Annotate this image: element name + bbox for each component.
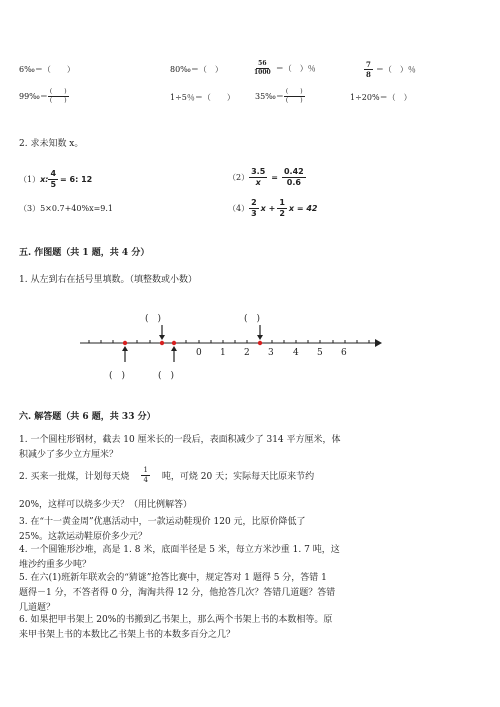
up-arrow-icon <box>122 346 128 362</box>
q2-title: 2. 求未知数 x。 <box>19 139 84 149</box>
answer-blank-above-1: ( ) <box>145 314 162 324</box>
problem-3: 3. 在“十一黄金周”优惠活动中，一款运动鞋现价 120 元，比原价降低了 25%。这款运动鞋原价多少元？ <box>19 517 306 542</box>
calc-r1-a: 6‰＝（ ） <box>19 65 75 74</box>
up-arrow-icon <box>171 346 177 362</box>
calc-r2-c: 35‰＝ $\frac{( )}{( )}$ <box>255 88 303 104</box>
arrow-head-icon <box>375 339 382 347</box>
tick-label-6: 6 <box>341 348 347 358</box>
fraction: $\frac{4}{5}$ <box>50 169 57 189</box>
problem-5: 5. 在六(1)班新年联欢会的“猜谜”抢答比赛中，规定答对 1 题得 5 分，答错 1 题得－1 分，不答者得 0 分，淘淘共得 12 分，他抢答几次？答错几道题？答错 几道题？ <box>19 573 336 613</box>
point-marker <box>123 341 127 345</box>
answer-blank-below-1: ( ) <box>109 371 126 381</box>
fraction: $\frac{0.42}{0.6}$ <box>283 167 304 187</box>
point-marker <box>172 341 176 345</box>
fraction: $\frac{1}{4}$ <box>143 466 148 484</box>
tick-label-2: 2 <box>244 348 250 358</box>
point-marker <box>258 341 262 345</box>
section-6-heading: 六. 解答题（共 6 题，共 33 分） <box>19 412 156 422</box>
down-arrow-icon <box>257 325 263 340</box>
tick-label-3: 3 <box>268 348 274 358</box>
answer-blank-above-2: ( ) <box>244 314 261 324</box>
calc-r1-d: $\frac{7}{8}$ ＝（ ）％ <box>366 60 416 79</box>
calc-r1-c: $\frac{56}{1000}$ ＝（ ）％ <box>254 60 316 76</box>
tick-label-4: 4 <box>293 348 299 358</box>
point-marker <box>160 341 164 345</box>
calc-r1-b: 80‰＝（ ） <box>170 65 223 74</box>
calc-r2-b: 1÷5％＝（ ） <box>170 93 235 102</box>
fraction: $\frac{56}{1000}$ <box>254 60 271 76</box>
fraction: $\frac{( )}{( )}$ <box>49 88 67 104</box>
equation-2: （2） $\frac{3.5}{x}$ = $\frac{0.42}{0.6}$ <box>228 167 304 187</box>
problem-4: 4. 一个圆锥形沙堆，高是 1. 8 米，底面半径是 5 米，每立方米沙重 1. 7 吨，这 堆沙约重多少吨？ <box>19 545 340 570</box>
fraction: $\frac{( )}{( )}$ <box>285 88 303 104</box>
equation-1: （1） x: $\frac{4}{5}$ = 6: 12 <box>19 169 93 189</box>
fraction: $\frac{2}{3}$ <box>251 198 257 218</box>
problem-6: 6. 如果把甲书架上 20%的书搬到乙书架上，那么两个书架上书的本数相等。原 来甲书架上书的本数比乙书架上书的本数多百分之几？ <box>19 615 333 640</box>
section-5-question-1: 1. 从左到右在括号里填数。（填整数或小数） <box>19 275 197 285</box>
fraction: $\frac{3.5}{x}$ <box>251 167 266 187</box>
calc-r2-a: 99‰＝ $\frac{( )}{( )}$ <box>19 88 67 104</box>
equation-3: （3）5×0.7+40%x=9.1 <box>19 204 114 213</box>
problem-2-line-2: 20%，这样可以烧多少天？（用比例解答） <box>19 500 193 510</box>
equation-4: （4） $\frac{2}{3}$ x + $\frac{1}{2}$ x = 42 <box>228 198 318 218</box>
calc-r2-d: 1÷20%＝（ ） <box>350 93 412 102</box>
tick-label-0: 0 <box>196 348 202 358</box>
problem-2-line-1: 2. 买来一批煤，计划每天烧 $\frac{1}{4}$ 吨，可烧 20 天；实际每天比原来节约 <box>19 466 315 484</box>
tick-label-1: 1 <box>220 348 226 358</box>
tick-label-5: 5 <box>317 348 323 358</box>
fraction: $\frac{7}{8}$ <box>366 60 371 79</box>
answer-blank-below-2: ( ) <box>158 371 175 381</box>
fraction: $\frac{1}{2}$ <box>279 198 285 218</box>
problem-1: 1. 一个圆柱形钢材，截去 10 厘米长的一段后，表面积减少了 314 平方厘米，体 积减少了多少立方厘米？ <box>19 435 341 460</box>
down-arrow-icon <box>159 325 165 340</box>
section-5-heading: 五. 作图题（共 1 题，共 4 分） <box>19 248 150 258</box>
